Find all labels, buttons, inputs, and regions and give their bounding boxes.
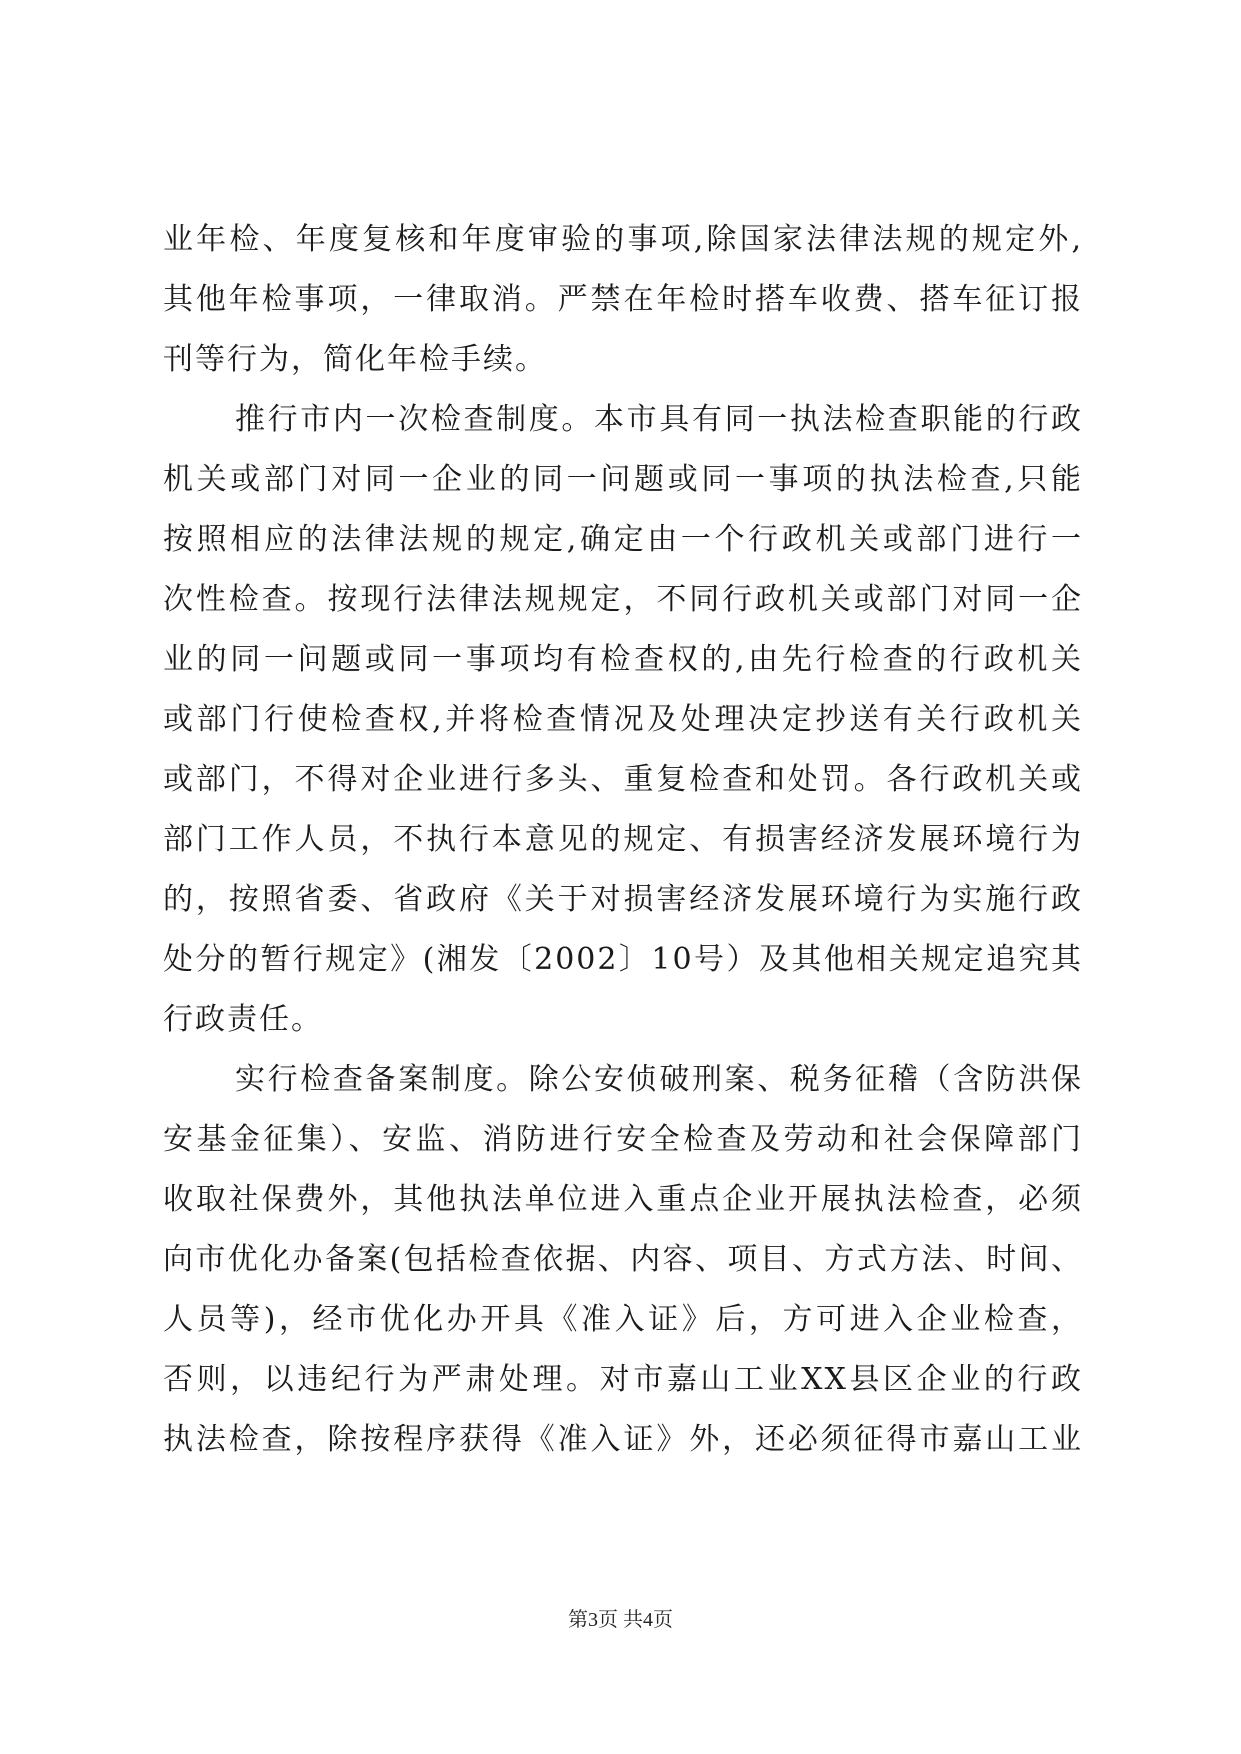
paragraph: [163, 1050, 1083, 1470]
document-body: [163, 210, 1083, 1470]
text-line: 或部门，不得对企业进行多头、重复检查和处罚。各行政机关或: [163, 762, 1083, 797]
text-line: 向市优化办备案(包括检查依据、内容、项目、方式方法、时间、: [163, 1242, 1083, 1277]
text-line: 否则，以违纪行为严肃处理。对市嘉山工业XX县区企业的行政: [163, 1362, 1083, 1397]
text-line: 的，按照省委、省政府《关于对损害经济发展环境行为实施行政: [163, 882, 1083, 917]
text-line: 收取社保费外，其他执法单位进入重点企业开展执法检查，必须: [163, 1182, 1083, 1217]
text-line: 业的同一问题或同一事项均有检查权的,由先行检查的行政机关: [163, 642, 1083, 677]
text-line: 次性检查。按现行法律法规规定，不同行政机关或部门对同一企: [163, 582, 1083, 617]
text-line: 部门工作人员，不执行本意见的规定、有损害经济发展环境行为: [163, 822, 1083, 857]
text-line: 机关或部门对同一企业的同一问题或同一事项的执法检查,只能: [163, 462, 1083, 497]
text-line: 安基金征集）、安监、消防进行安全检查及劳动和社会保障部门: [163, 1122, 1083, 1157]
text-line: 人员等)，经市优化办开具《准入证》后，方可进入企业检查，: [163, 1302, 1083, 1337]
text-line: 推行市内一次检查制度。本市具有同一执法检查职能的行政: [235, 402, 1083, 437]
text-line: 其他年检事项，一律取消。严禁在年检时搭车收费、搭车征订报: [163, 282, 1083, 317]
text-line: 或部门行使检查权,并将检查情况及处理决定抄送有关行政机关: [163, 702, 1083, 737]
text-line: 实行检查备案制度。除公安侦破刑案、税务征稽（含防洪保: [235, 1062, 1083, 1097]
text-line: 执法检查，除按程序获得《准入证》外，还必须征得市嘉山工业: [163, 1422, 1083, 1457]
text-line: 处分的暂行规定》(湘发〔2002〕10号）及其他相关规定追究其: [163, 942, 1083, 977]
paragraph: [163, 210, 1083, 390]
paragraph: [163, 390, 1083, 1050]
text-line: 刊等行为，简化年检手续。: [163, 342, 547, 377]
text-line: 业年检、年度复核和年度审验的事项,除国家法律法规的规定外,: [163, 222, 1083, 257]
text-line: 按照相应的法律法规的规定,确定由一个行政机关或部门进行一: [163, 522, 1083, 557]
page-number-footer: 第3页 共4页: [568, 1609, 673, 1631]
text-line: 行政责任。: [163, 1002, 323, 1037]
